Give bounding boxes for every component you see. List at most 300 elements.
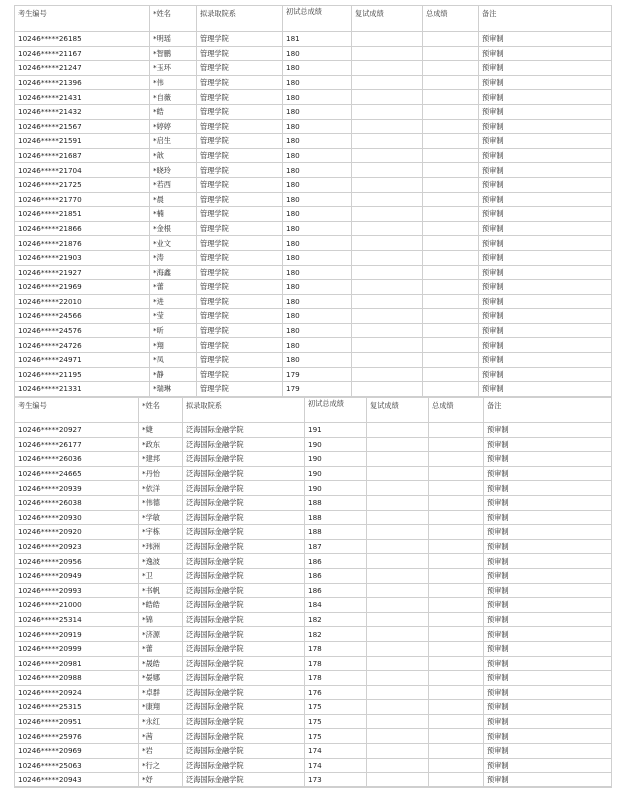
cell-name: *依洋 <box>139 481 183 496</box>
cell-total-score <box>423 323 479 338</box>
cell-total-score <box>423 338 479 353</box>
cell-name: *智鹏 <box>150 46 197 61</box>
cell-name: *昕 <box>150 323 197 338</box>
cell-name: *晟皓 <box>139 656 183 671</box>
table-row <box>15 32 612 47</box>
cell-department: 泛海国际金融学院 <box>183 452 305 467</box>
cell-retest-score <box>352 367 423 382</box>
cell-department: 管理学院 <box>197 367 283 382</box>
table-row <box>15 554 612 569</box>
cell-candidate-id: 10246*****20927 <box>15 423 139 438</box>
cell-initial-score: 190 <box>305 481 367 496</box>
cell-retest-score <box>367 525 429 540</box>
cell-retest-score <box>367 744 429 759</box>
cell-department: 管理学院 <box>197 32 283 47</box>
cell-retest-score <box>352 382 423 397</box>
cell-total-score <box>423 221 479 236</box>
cell-department: 泛海国际金融学院 <box>183 773 305 788</box>
cell-remark: 预审制 <box>484 568 612 583</box>
cell-candidate-id: 10246*****21687 <box>15 148 150 163</box>
cell-retest-score <box>367 437 429 452</box>
cell-initial-score: 180 <box>283 323 352 338</box>
cell-candidate-id: 10246*****21591 <box>15 134 150 149</box>
cell-total-score <box>429 598 484 613</box>
cell-total-score <box>429 685 484 700</box>
cell-initial-score: 186 <box>305 583 367 598</box>
cell-name: *进 <box>150 294 197 309</box>
cell-total-score <box>429 466 484 481</box>
cell-name: *皓 <box>150 104 197 119</box>
cell-remark: 预审制 <box>484 423 612 438</box>
table-row <box>15 61 612 76</box>
cell-candidate-id: 10246*****21851 <box>15 207 150 222</box>
cell-candidate-id: 10246*****20999 <box>15 641 139 656</box>
cell-candidate-id: 10246*****24566 <box>15 309 150 324</box>
cell-initial-score: 190 <box>305 437 367 452</box>
header-remark: 备注 <box>479 6 612 32</box>
cell-remark: 预审制 <box>479 177 612 192</box>
cell-candidate-id: 10246*****21331 <box>15 382 150 397</box>
cell-department: 管理学院 <box>197 177 283 192</box>
table-row <box>15 758 612 773</box>
cell-total-score <box>423 382 479 397</box>
cell-candidate-id: 10246*****20981 <box>15 656 139 671</box>
table-row <box>15 134 612 149</box>
cell-initial-score: 180 <box>283 353 352 368</box>
cell-total-score <box>423 280 479 295</box>
cell-remark: 预审制 <box>484 656 612 671</box>
cell-initial-score: 190 <box>305 452 367 467</box>
cell-remark: 预审制 <box>479 104 612 119</box>
cell-retest-score <box>367 700 429 715</box>
cell-candidate-id: 10246*****20956 <box>15 554 139 569</box>
cell-remark: 预审制 <box>479 32 612 47</box>
cell-retest-score <box>367 583 429 598</box>
cell-name: *业文 <box>150 236 197 251</box>
cell-remark: 预审制 <box>479 250 612 265</box>
cell-candidate-id: 10246*****21969 <box>15 280 150 295</box>
cell-department: 管理学院 <box>197 250 283 265</box>
table-row <box>15 250 612 265</box>
cell-retest-score <box>367 612 429 627</box>
cell-initial-score: 180 <box>283 61 352 76</box>
cell-total-score <box>423 207 479 222</box>
cell-name: *明瑶 <box>150 32 197 47</box>
cell-retest-score <box>352 207 423 222</box>
cell-candidate-id: 10246*****26036 <box>15 452 139 467</box>
cell-initial-score: 182 <box>305 627 367 642</box>
cell-remark: 预审制 <box>479 265 612 280</box>
cell-retest-score <box>367 423 429 438</box>
table-row <box>15 452 612 467</box>
cell-initial-score: 180 <box>283 309 352 324</box>
cell-initial-score: 186 <box>305 554 367 569</box>
cell-total-score <box>423 104 479 119</box>
cell-department: 管理学院 <box>197 61 283 76</box>
header-candidate-id: 考生编号 <box>15 6 150 32</box>
header-remark: 备注 <box>484 398 612 423</box>
cell-candidate-id: 10246*****21770 <box>15 192 150 207</box>
cell-remark: 预审制 <box>479 119 612 134</box>
table-row <box>15 568 612 583</box>
cell-retest-score <box>352 46 423 61</box>
cell-remark: 预审制 <box>484 773 612 788</box>
table-row <box>15 641 612 656</box>
cell-department: 泛海国际金融学院 <box>183 758 305 773</box>
table-row <box>15 236 612 251</box>
table-row <box>15 583 612 598</box>
cell-candidate-id: 10246*****21195 <box>15 367 150 382</box>
cell-remark: 预审制 <box>479 382 612 397</box>
cell-remark: 预审制 <box>484 627 612 642</box>
cell-name: *卫 <box>139 568 183 583</box>
cell-candidate-id: 10246*****21000 <box>15 598 139 613</box>
table-row <box>15 612 612 627</box>
cell-name: *玮洲 <box>139 539 183 554</box>
cell-total-score <box>429 423 484 438</box>
cell-department: 管理学院 <box>197 75 283 90</box>
cell-name: *若西 <box>150 177 197 192</box>
cell-remark: 预审制 <box>484 671 612 686</box>
table-row <box>15 323 612 338</box>
cell-remark: 预审制 <box>484 685 612 700</box>
table-row <box>15 367 612 382</box>
cell-total-score <box>423 309 479 324</box>
cell-total-score <box>423 46 479 61</box>
cell-retest-score <box>352 280 423 295</box>
table-row <box>15 671 612 686</box>
cell-retest-score <box>367 641 429 656</box>
cell-retest-score <box>352 177 423 192</box>
cell-total-score <box>423 163 479 178</box>
cell-department: 泛海国际金融学院 <box>183 729 305 744</box>
cell-department: 泛海国际金融学院 <box>183 685 305 700</box>
cell-name: *晨 <box>150 192 197 207</box>
cell-candidate-id: 10246*****25976 <box>15 729 139 744</box>
cell-name: *启生 <box>150 134 197 149</box>
cell-initial-score: 178 <box>305 671 367 686</box>
cell-candidate-id: 10246*****21167 <box>15 46 150 61</box>
cell-candidate-id: 10246*****20943 <box>15 773 139 788</box>
cell-retest-score <box>352 134 423 149</box>
cell-total-score <box>423 61 479 76</box>
cell-candidate-id: 10246*****20949 <box>15 568 139 583</box>
cell-candidate-id: 10246*****25063 <box>15 758 139 773</box>
cell-candidate-id: 10246*****21876 <box>15 236 150 251</box>
cell-name: *永红 <box>139 714 183 729</box>
cell-retest-score <box>352 309 423 324</box>
cell-candidate-id: 10246*****21247 <box>15 61 150 76</box>
cell-initial-score: 175 <box>305 714 367 729</box>
table-row <box>15 685 612 700</box>
cell-initial-score: 180 <box>283 163 352 178</box>
cell-total-score <box>429 758 484 773</box>
cell-name: *卓群 <box>139 685 183 700</box>
table-row <box>15 539 612 554</box>
cell-retest-score <box>352 236 423 251</box>
cell-department: 管理学院 <box>197 236 283 251</box>
cell-department: 泛海国际金融学院 <box>183 568 305 583</box>
cell-retest-score <box>352 294 423 309</box>
table-row <box>15 729 612 744</box>
cell-name: *翔 <box>150 338 197 353</box>
cell-remark: 预审制 <box>484 466 612 481</box>
cell-total-score <box>423 90 479 105</box>
cell-remark: 预审制 <box>479 221 612 236</box>
header-initial-score: 初试总成绩 <box>283 6 352 32</box>
cell-name: *涛 <box>150 250 197 265</box>
cell-candidate-id: 10246*****20988 <box>15 671 139 686</box>
cell-department: 泛海国际金融学院 <box>183 583 305 598</box>
cell-initial-score: 174 <box>305 744 367 759</box>
cell-total-score <box>429 583 484 598</box>
cell-initial-score: 180 <box>283 207 352 222</box>
cell-name: *丹怡 <box>139 466 183 481</box>
cell-department: 管理学院 <box>197 338 283 353</box>
cell-remark: 预审制 <box>479 134 612 149</box>
header-total-score: 总成绩 <box>429 398 484 423</box>
cell-candidate-id: 10246*****21704 <box>15 163 150 178</box>
cell-initial-score: 178 <box>305 641 367 656</box>
cell-remark: 预审制 <box>479 294 612 309</box>
cell-name: *蕾 <box>150 280 197 295</box>
cell-retest-score <box>352 163 423 178</box>
cell-initial-score: 191 <box>305 423 367 438</box>
cell-candidate-id: 10246*****20923 <box>15 539 139 554</box>
cell-remark: 预审制 <box>484 481 612 496</box>
cell-remark: 预审制 <box>484 598 612 613</box>
cell-initial-score: 181 <box>283 32 352 47</box>
table-row <box>15 75 612 90</box>
cell-retest-score <box>352 104 423 119</box>
cell-retest-score <box>367 758 429 773</box>
cell-total-score <box>429 627 484 642</box>
cell-retest-score <box>367 685 429 700</box>
cell-initial-score: 180 <box>283 134 352 149</box>
cell-initial-score: 174 <box>305 758 367 773</box>
cell-department: 泛海国际金融学院 <box>183 525 305 540</box>
cell-name: *蕾 <box>139 641 183 656</box>
cell-candidate-id: 10246*****20993 <box>15 583 139 598</box>
cell-initial-score: 180 <box>283 338 352 353</box>
cell-department: 管理学院 <box>197 294 283 309</box>
cell-name: *锦 <box>139 612 183 627</box>
cell-candidate-id: 10246*****20924 <box>15 685 139 700</box>
cell-initial-score: 184 <box>305 598 367 613</box>
cell-remark: 预审制 <box>484 744 612 759</box>
cell-remark: 预审制 <box>479 148 612 163</box>
cell-initial-score: 179 <box>283 382 352 397</box>
table-row <box>15 90 612 105</box>
cell-department: 泛海国际金融学院 <box>183 495 305 510</box>
cell-department: 泛海国际金融学院 <box>183 423 305 438</box>
cell-name: *莹 <box>150 309 197 324</box>
cell-retest-score <box>352 119 423 134</box>
table-row <box>15 177 612 192</box>
table-row <box>15 294 612 309</box>
cell-initial-score: 179 <box>283 367 352 382</box>
cell-total-score <box>423 353 479 368</box>
table-row <box>15 338 612 353</box>
cell-department: 泛海国际金融学院 <box>183 744 305 759</box>
cell-department: 管理学院 <box>197 353 283 368</box>
header-department: 拟录取院系 <box>183 398 305 423</box>
table-row <box>15 714 612 729</box>
cell-retest-score <box>352 323 423 338</box>
cell-name: *晏娜 <box>139 671 183 686</box>
cell-department: 管理学院 <box>197 119 283 134</box>
cell-remark: 预审制 <box>484 495 612 510</box>
cell-total-score <box>429 714 484 729</box>
cell-initial-score: 180 <box>283 90 352 105</box>
cell-retest-score <box>367 554 429 569</box>
cell-initial-score: 188 <box>305 525 367 540</box>
cell-total-score <box>429 510 484 525</box>
cell-remark: 预审制 <box>484 525 612 540</box>
cell-total-score <box>429 554 484 569</box>
cell-department: 管理学院 <box>197 104 283 119</box>
table-row <box>15 744 612 759</box>
cell-initial-score: 187 <box>305 539 367 554</box>
cell-retest-score <box>352 265 423 280</box>
cell-initial-score: 190 <box>305 466 367 481</box>
cell-department: 管理学院 <box>197 207 283 222</box>
cell-initial-score: 178 <box>305 656 367 671</box>
cell-total-score <box>423 265 479 280</box>
cell-department: 泛海国际金融学院 <box>183 481 305 496</box>
table-header-row <box>15 398 612 423</box>
cell-remark: 预审制 <box>484 554 612 569</box>
table-row <box>15 309 612 324</box>
cell-department: 管理学院 <box>197 148 283 163</box>
cell-initial-score: 176 <box>305 685 367 700</box>
cell-department: 泛海国际金融学院 <box>183 627 305 642</box>
cell-department: 泛海国际金融学院 <box>183 714 305 729</box>
cell-name: *歆 <box>150 148 197 163</box>
cell-remark: 预审制 <box>479 353 612 368</box>
table-row <box>15 119 612 134</box>
table-row <box>15 598 612 613</box>
cell-initial-score: 180 <box>283 177 352 192</box>
admission-table-management <box>14 5 612 397</box>
cell-candidate-id: 10246*****21432 <box>15 104 150 119</box>
cell-total-score <box>429 539 484 554</box>
cell-remark: 预审制 <box>479 309 612 324</box>
cell-name: *妤 <box>139 773 183 788</box>
cell-department: 泛海国际金融学院 <box>183 656 305 671</box>
cell-candidate-id: 10246*****20920 <box>15 525 139 540</box>
cell-initial-score: 182 <box>305 612 367 627</box>
cell-total-score <box>429 641 484 656</box>
cell-name: *学敏 <box>139 510 183 525</box>
cell-retest-score <box>367 495 429 510</box>
cell-initial-score: 188 <box>305 495 367 510</box>
cell-department: 管理学院 <box>197 265 283 280</box>
cell-name: *凤 <box>150 353 197 368</box>
cell-remark: 预审制 <box>479 207 612 222</box>
cell-initial-score: 175 <box>305 700 367 715</box>
table-row <box>15 466 612 481</box>
cell-retest-score <box>367 671 429 686</box>
cell-initial-score: 180 <box>283 265 352 280</box>
cell-name: *济源 <box>139 627 183 642</box>
cell-remark: 预审制 <box>484 452 612 467</box>
cell-remark: 预审制 <box>484 758 612 773</box>
cell-initial-score: 186 <box>305 568 367 583</box>
cell-remark: 预审制 <box>484 612 612 627</box>
cell-department: 泛海国际金融学院 <box>183 554 305 569</box>
header-retest-score: 复试成绩 <box>352 6 423 32</box>
header-retest-score: 复试成绩 <box>367 398 429 423</box>
cell-name: *伟德 <box>139 495 183 510</box>
cell-candidate-id: 10246*****20969 <box>15 744 139 759</box>
cell-department: 泛海国际金融学院 <box>183 700 305 715</box>
header-total-score: 总成绩 <box>423 6 479 32</box>
cell-total-score <box>429 729 484 744</box>
cell-initial-score: 180 <box>283 119 352 134</box>
cell-total-score <box>429 568 484 583</box>
cell-candidate-id: 10246*****21903 <box>15 250 150 265</box>
cell-department: 管理学院 <box>197 46 283 61</box>
cell-initial-score: 180 <box>283 236 352 251</box>
cell-candidate-id: 10246*****21431 <box>15 90 150 105</box>
cell-department: 泛海国际金融学院 <box>183 641 305 656</box>
cell-name: *伟 <box>150 75 197 90</box>
cell-total-score <box>423 250 479 265</box>
cell-remark: 预审制 <box>484 714 612 729</box>
table-row <box>15 163 612 178</box>
cell-remark: 预审制 <box>484 641 612 656</box>
header-name: *姓名 <box>139 398 183 423</box>
table-row <box>15 221 612 236</box>
admission-table-finance <box>14 397 612 788</box>
table-row <box>15 353 612 368</box>
cell-name: *政东 <box>139 437 183 452</box>
cell-retest-score <box>367 481 429 496</box>
cell-total-score <box>423 367 479 382</box>
cell-total-score <box>423 148 479 163</box>
table-row <box>15 627 612 642</box>
cell-retest-score <box>352 90 423 105</box>
cell-retest-score <box>367 598 429 613</box>
cell-name: *玉环 <box>150 61 197 76</box>
cell-total-score <box>429 744 484 759</box>
cell-department: 管理学院 <box>197 134 283 149</box>
cell-retest-score <box>352 148 423 163</box>
cell-initial-score: 180 <box>283 294 352 309</box>
cell-department: 管理学院 <box>197 163 283 178</box>
table-row <box>15 481 612 496</box>
cell-remark: 预审制 <box>479 75 612 90</box>
cell-remark: 预审制 <box>479 61 612 76</box>
cell-name: *自薇 <box>150 90 197 105</box>
cell-name: *瑞琳 <box>150 382 197 397</box>
cell-remark: 预审制 <box>484 729 612 744</box>
cell-total-score <box>423 177 479 192</box>
cell-candidate-id: 10246*****21866 <box>15 221 150 236</box>
cell-department: 泛海国际金融学院 <box>183 612 305 627</box>
cell-remark: 预审制 <box>479 338 612 353</box>
cell-remark: 预审制 <box>484 510 612 525</box>
cell-name: *皓皓 <box>139 598 183 613</box>
cell-name: *楠 <box>150 207 197 222</box>
cell-department: 泛海国际金融学院 <box>183 437 305 452</box>
cell-retest-score <box>352 338 423 353</box>
header-department: 拟录取院系 <box>197 6 283 32</box>
cell-department: 管理学院 <box>197 192 283 207</box>
cell-candidate-id: 10246*****24665 <box>15 466 139 481</box>
cell-candidate-id: 10246*****21725 <box>15 177 150 192</box>
